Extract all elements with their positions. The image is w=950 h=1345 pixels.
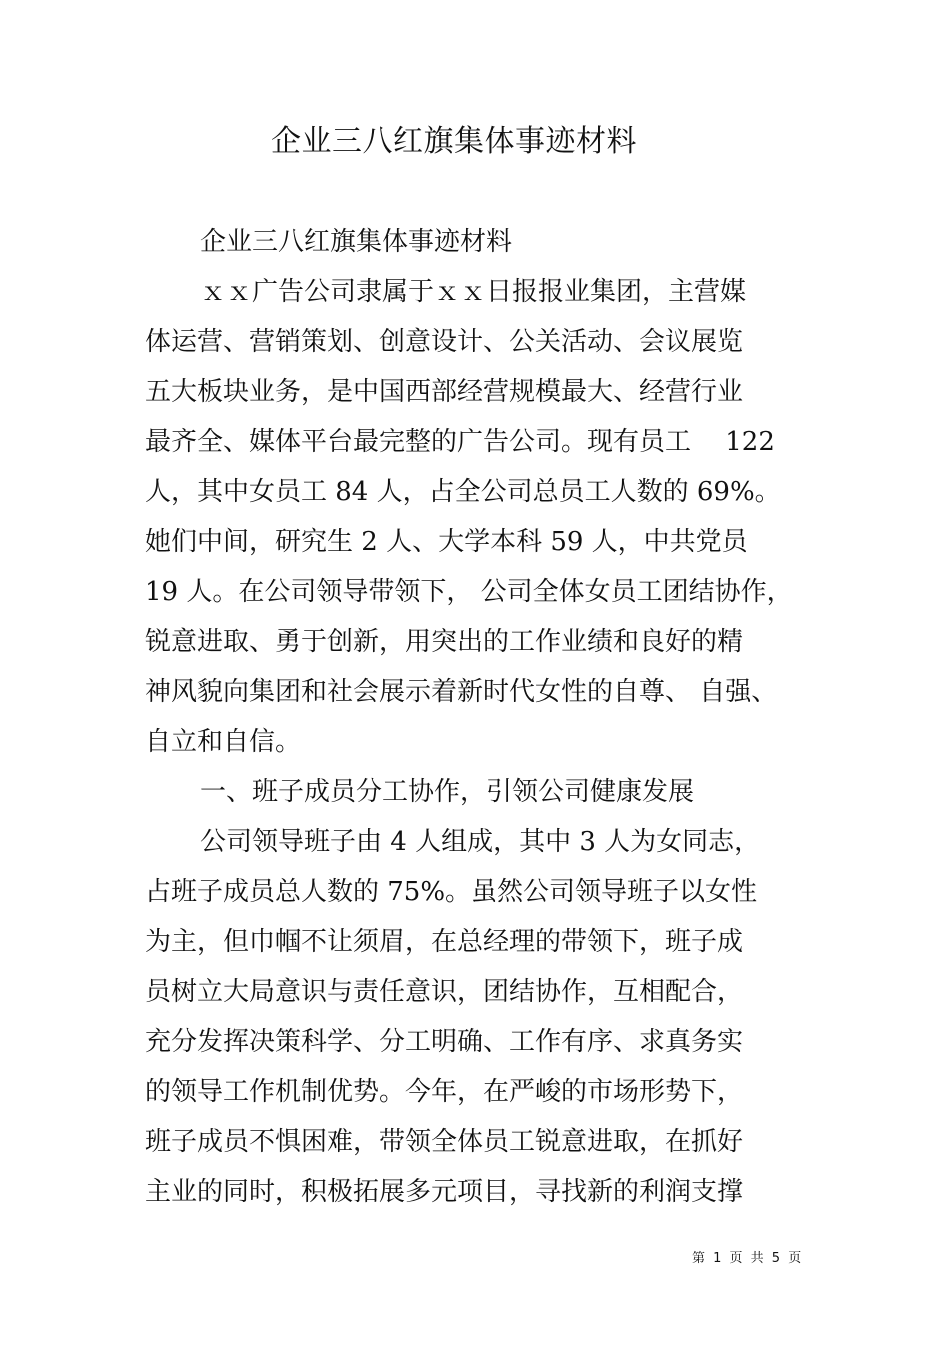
paragraph-line: 的领导工作机制优势。今年，在严峻的市场形势下， bbox=[145, 1077, 744, 1107]
paragraph-line: 主业的同时，积极拓展多元项目，寻找新的利润支撑 bbox=[145, 1177, 744, 1207]
paragraph-line: 体运营、营销策划、创意设计、公关活动、会议展览 bbox=[145, 327, 744, 357]
document-title: 企业三八红旗集体事迹材料 bbox=[271, 124, 637, 159]
paragraph-line: 锐意进取、勇于创新，用突出的工作业绩和良好的精 bbox=[145, 627, 744, 657]
paragraph-line: 五大板块业务，是中国西部经营规模最大、经营行业 bbox=[145, 377, 744, 407]
paragraph-line: 神风貌向集团和社会展示着新时代女性的自尊、 自强、 bbox=[145, 677, 778, 707]
paragraph-heading-line: 企业三八红旗集体事迹材料 bbox=[200, 227, 513, 257]
paragraph-line: 自立和自信。 bbox=[145, 727, 302, 757]
page-number: 第 1 页 共 5 页 bbox=[692, 1251, 804, 1266]
paragraph-line: ｘｘ广告公司隶属于ｘｘ日报报业集团，主营媒 bbox=[200, 277, 747, 307]
paragraph-line: 公司领导班子由 4 人组成，其中 3 人为女同志， bbox=[200, 827, 761, 857]
paragraph-line: 19 人。在公司领导带领下， 公司全体女员工团结协作， bbox=[145, 577, 793, 607]
paragraph-line: 人，其中女员工 84 人，占全公司总员工人数的 69%。 bbox=[145, 477, 781, 507]
paragraph-line: 占班子成员总人数的 75%。虽然公司领导班子以女性 bbox=[145, 877, 758, 907]
paragraph-line: 班子成员不惧困难，带领全体员工锐意进取，在抓好 bbox=[145, 1127, 744, 1157]
paragraph-line: 充分发挥决策科学、分工明确、工作有序、求真务实 bbox=[145, 1027, 744, 1057]
paragraph-line: 为主，但巾帼不让须眉，在总经理的带领下，班子成 bbox=[145, 927, 744, 957]
paragraph-line: 员树立大局意识与责任意识，团结协作，互相配合， bbox=[145, 977, 744, 1007]
paragraph-line: 最齐全、媒体平台最完整的广告公司。现有员工 122 bbox=[145, 427, 775, 457]
section-heading: 一、班子成员分工协作，引领公司健康发展 bbox=[200, 777, 695, 807]
paragraph-line: 她们中间，研究生 2 人、大学本科 59 人，中共党员 bbox=[145, 527, 748, 557]
